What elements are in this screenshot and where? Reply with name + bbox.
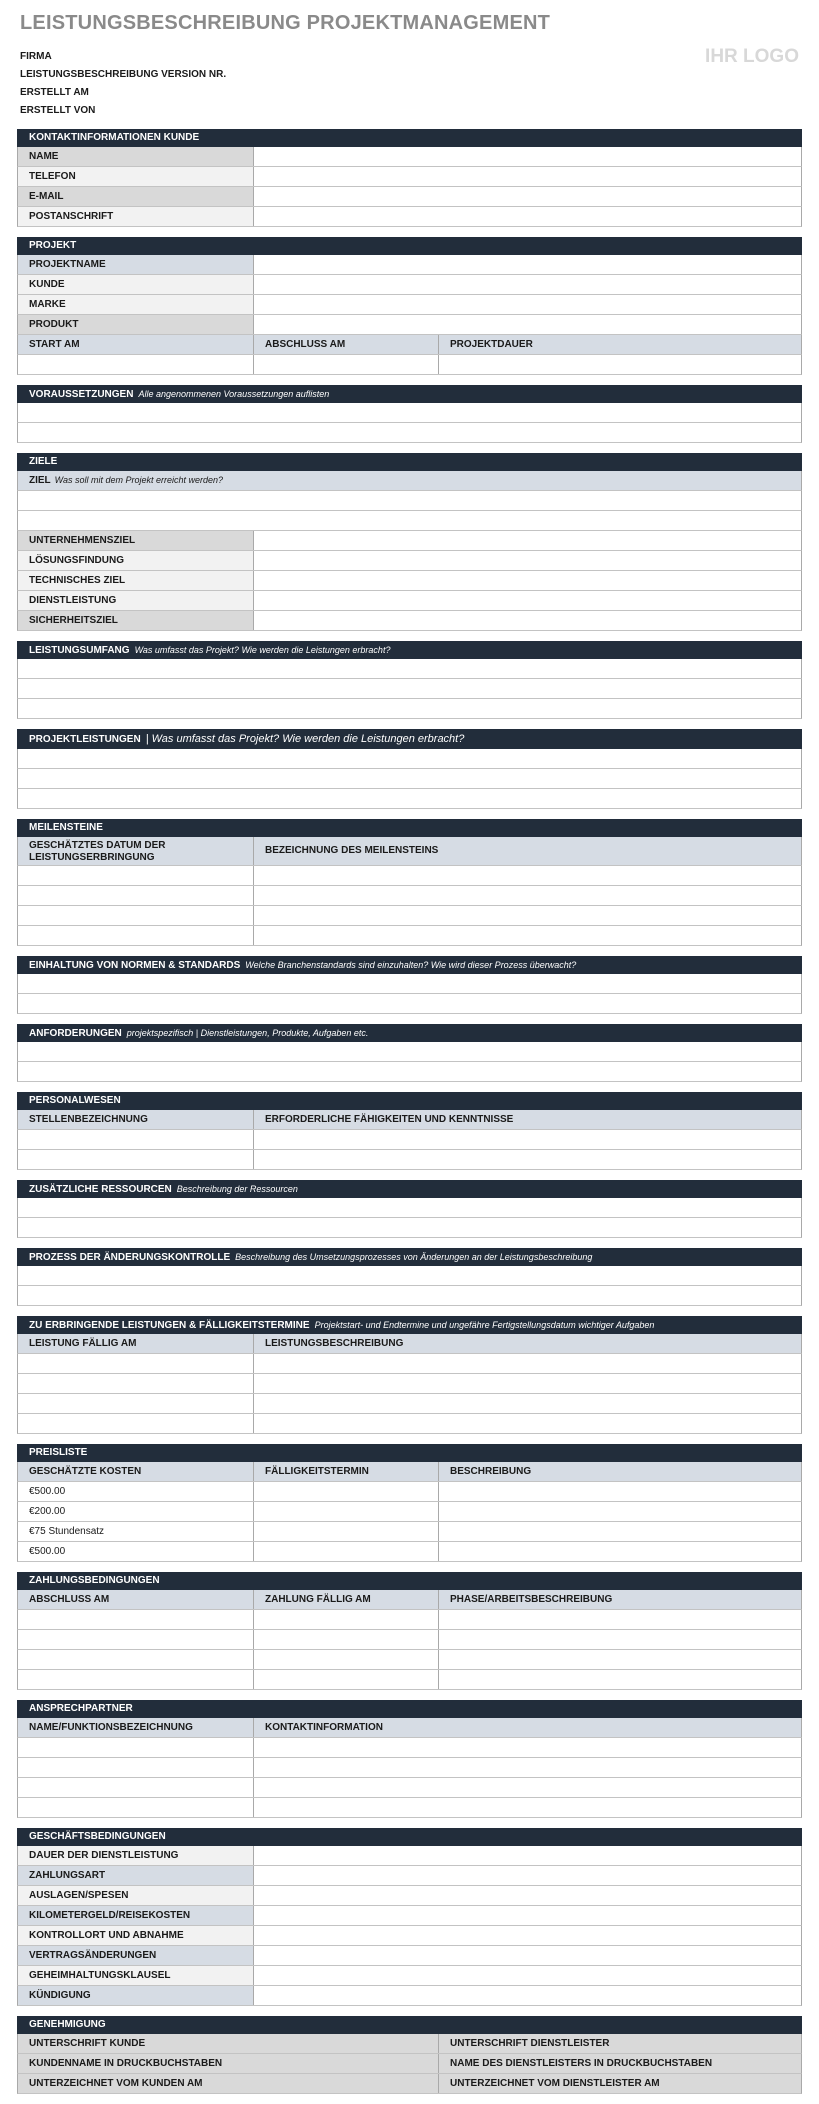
table-row	[17, 1798, 802, 1818]
table-cell[interactable]	[18, 1150, 254, 1169]
text-input[interactable]	[18, 1062, 801, 1081]
section-hint: | Was umfasst das Projekt? Wie werden die Leistungen erbracht?	[145, 733, 465, 745]
text-input[interactable]	[18, 769, 801, 788]
column-header: LEISTUNG FÄLLIG AM	[18, 1334, 254, 1353]
table-row	[17, 926, 802, 946]
column-header: FÄLLIGKEITSTERMIN	[254, 1462, 439, 1481]
table-cell[interactable]	[254, 1758, 801, 1777]
column-header: LEISTUNGSBESCHREIBUNG	[265, 1338, 404, 1349]
form-row	[17, 187, 802, 207]
form-row	[17, 551, 802, 571]
field-input[interactable]	[254, 1926, 801, 1945]
field-label: KUNDE	[18, 275, 254, 294]
table-cell[interactable]	[18, 1354, 254, 1373]
table-cell[interactable]	[254, 886, 801, 905]
meta-version: LEISTUNGSBESCHREIBUNG VERSION NR.	[20, 69, 227, 80]
form-row	[17, 1966, 802, 1986]
date-field-dienstleister[interactable]: UNTERZEICHNET VOM DIENSTLEISTER AM	[450, 2078, 660, 2089]
text-input[interactable]	[18, 749, 801, 768]
section-kontakt	[17, 129, 802, 227]
column-header-row	[17, 1590, 802, 1610]
text-input[interactable]	[18, 1042, 801, 1061]
field-input[interactable]	[254, 255, 801, 274]
table-cell[interactable]	[254, 1394, 801, 1413]
section-header	[17, 641, 802, 659]
section-header: PROJEKT	[17, 237, 802, 255]
form-row	[17, 207, 802, 227]
field-input[interactable]	[254, 315, 801, 334]
table-row	[17, 1354, 802, 1374]
table-row	[17, 355, 802, 375]
column-header-row	[17, 1718, 802, 1738]
signature-row	[17, 2054, 802, 2074]
column-header: PROJEKTDAUER	[450, 339, 533, 350]
table-cell[interactable]	[18, 1670, 254, 1689]
section-anforderungen	[17, 1024, 802, 1082]
section-voraussetzungen	[17, 385, 802, 443]
table-cell[interactable]	[18, 1414, 254, 1433]
form-row	[17, 1906, 802, 1926]
form-row	[17, 591, 802, 611]
table-cell[interactable]	[254, 355, 439, 374]
form-row	[17, 167, 802, 187]
table-row	[17, 1502, 802, 1522]
column-header: NAME/FUNKTIONSBEZEICHNUNG	[18, 1718, 254, 1737]
section-header: GENEHMIGUNG	[17, 2016, 802, 2034]
column-header: BEZEICHNUNG DES MEILENSTEINS	[265, 845, 439, 856]
section-header	[17, 956, 802, 974]
text-input[interactable]	[18, 679, 801, 698]
field-label: PROJEKTNAME	[18, 255, 254, 274]
section-hint: Welche Branchenstandards sind einzuhalten? Wie wird dieser Prozess überwacht?	[245, 960, 577, 970]
section-geschaeft	[17, 1828, 802, 2006]
section-aenderung	[17, 1248, 802, 1306]
form-row	[17, 1886, 802, 1906]
table-cell[interactable]	[18, 1610, 254, 1629]
section-preisliste	[17, 1444, 802, 1562]
field-input[interactable]	[254, 611, 801, 630]
field-input[interactable]	[254, 207, 801, 226]
table-cell[interactable]	[18, 1650, 254, 1669]
column-header: ABSCHLUSS AM	[18, 1590, 254, 1609]
field-label: LÖSUNGSFINDUNG	[18, 551, 254, 570]
table-cell[interactable]	[439, 1610, 801, 1629]
subheader-label: ZIEL	[29, 475, 51, 486]
table-row	[17, 1758, 802, 1778]
meta-firma: FIRMA	[20, 51, 52, 62]
table-cell[interactable]	[254, 1130, 801, 1149]
text-input[interactable]	[18, 994, 801, 1013]
form-row	[17, 295, 802, 315]
price-cell[interactable]: €75 Stundensatz	[18, 1522, 254, 1541]
text-row	[17, 749, 802, 769]
text-row	[17, 423, 802, 443]
section-hint: Beschreibung der Ressourcen	[176, 1184, 298, 1194]
field-input[interactable]	[254, 1986, 801, 2005]
section-header: GESCHÄFTSBEDINGUNGEN	[17, 1828, 802, 1846]
table-cell[interactable]	[254, 1738, 801, 1757]
section-hint: Alle angenommenen Voraussetzungen auflisten	[138, 389, 330, 399]
table-cell[interactable]	[439, 1542, 801, 1561]
date-field-kunde[interactable]: UNTERZEICHNET VOM KUNDEN AM	[18, 2074, 439, 2093]
field-label: POSTANSCHRIFT	[18, 207, 254, 226]
signature-field-kunde[interactable]: UNTERSCHRIFT KUNDE	[18, 2034, 439, 2053]
form-row	[17, 611, 802, 631]
table-row	[17, 1630, 802, 1650]
text-row	[17, 491, 802, 511]
section-header: ZAHLUNGSBEDINGUNGEN	[17, 1572, 802, 1590]
page-title: LEISTUNGSBESCHREIBUNG PROJEKTMANAGEMENT	[20, 12, 551, 34]
table-row	[17, 1522, 802, 1542]
field-label: NAME	[18, 147, 254, 166]
section-header	[17, 1316, 802, 1334]
table-row	[17, 1130, 802, 1150]
table-cell[interactable]	[18, 1374, 254, 1393]
table-row	[17, 1778, 802, 1798]
section-header	[17, 1248, 802, 1266]
form-row	[17, 1926, 802, 1946]
field-input[interactable]	[254, 1886, 801, 1905]
text-input[interactable]	[18, 511, 801, 530]
column-header-row	[17, 335, 802, 355]
text-row	[17, 1042, 802, 1062]
table-row	[17, 1414, 802, 1434]
field-input[interactable]	[254, 275, 801, 294]
column-header: KONTAKTINFORMATION	[265, 1722, 383, 1733]
text-input[interactable]	[18, 974, 801, 993]
logo-placeholder: IHR LOGO	[705, 46, 799, 67]
form-row	[17, 1986, 802, 2006]
field-label: TECHNISCHES ZIEL	[18, 571, 254, 590]
form-row	[17, 255, 802, 275]
section-personal	[17, 1092, 802, 1170]
field-label: ZAHLUNGSART	[18, 1866, 254, 1885]
text-row	[17, 1198, 802, 1218]
form-row	[17, 531, 802, 551]
signature-field-dienstleister[interactable]: UNTERSCHRIFT DIENSTLEISTER	[450, 2038, 610, 2049]
field-label: GEHEIMHALTUNGSKLAUSEL	[18, 1966, 254, 1985]
table-cell[interactable]	[439, 1650, 801, 1669]
section-title: ANFORDERUNGEN	[29, 1028, 122, 1039]
field-input[interactable]	[254, 591, 801, 610]
price-cell[interactable]: €500.00	[18, 1542, 254, 1561]
field-label: UNTERNEHMENSZIEL	[18, 531, 254, 550]
name-field-kunde[interactable]: KUNDENNAME IN DRUCKBUCHSTABEN	[18, 2054, 439, 2073]
field-input[interactable]	[254, 167, 801, 186]
table-cell[interactable]	[439, 355, 801, 374]
section-header	[17, 729, 802, 749]
table-row	[17, 1610, 802, 1630]
section-header: KONTAKTINFORMATIONEN KUNDE	[17, 129, 802, 147]
table-cell[interactable]	[254, 1650, 439, 1669]
field-label: SICHERHEITSZIEL	[18, 611, 254, 630]
table-row	[17, 1670, 802, 1690]
field-input[interactable]	[254, 187, 801, 206]
table-cell[interactable]	[18, 1798, 254, 1817]
table-row	[17, 906, 802, 926]
field-input[interactable]	[254, 1966, 801, 1985]
field-label: VERTRAGSÄNDERUNGEN	[18, 1946, 254, 1965]
field-input[interactable]	[254, 147, 801, 166]
field-label: AUSLAGEN/SPESEN	[18, 1886, 254, 1905]
table-cell[interactable]	[18, 1630, 254, 1649]
table-cell[interactable]	[18, 1130, 254, 1149]
text-row	[17, 974, 802, 994]
form-row	[17, 1866, 802, 1886]
field-input[interactable]	[254, 1866, 801, 1885]
column-header: GESCHÄTZTE KOSTEN	[18, 1462, 254, 1481]
signature-row	[17, 2074, 802, 2094]
column-header: BESCHREIBUNG	[450, 1466, 532, 1477]
column-header: GESCHÄTZTES DATUM DER LEISTUNGSERBRINGUNG	[18, 837, 254, 865]
table-cell[interactable]	[254, 1374, 801, 1393]
text-row	[17, 1266, 802, 1286]
table-cell[interactable]	[254, 1630, 439, 1649]
section-ansprech	[17, 1700, 802, 1818]
field-input[interactable]	[254, 1846, 801, 1865]
column-header-row	[17, 1110, 802, 1130]
table-cell[interactable]	[254, 906, 801, 925]
price-cell[interactable]: €200.00	[18, 1502, 254, 1521]
table-cell[interactable]	[254, 1522, 439, 1541]
section-normen	[17, 956, 802, 1014]
table-row	[17, 1394, 802, 1414]
table-cell[interactable]	[18, 355, 254, 374]
table-cell[interactable]	[254, 1482, 439, 1501]
text-input[interactable]	[18, 403, 801, 422]
section-title: PROJEKTLEISTUNGEN	[29, 734, 141, 745]
text-input[interactable]	[18, 699, 801, 718]
section-header	[17, 1024, 802, 1042]
section-title: VORAUSSETZUNGEN	[29, 389, 134, 400]
section-header	[17, 1180, 802, 1198]
section-title: ZU ERBRINGENDE LEISTUNGEN & FÄLLIGKEITSTERMINE	[29, 1320, 310, 1331]
section-genehmigung	[17, 2016, 802, 2094]
table-cell[interactable]	[439, 1670, 801, 1689]
field-label: E-MAIL	[18, 187, 254, 206]
form-row	[17, 571, 802, 591]
text-input[interactable]	[18, 659, 801, 678]
text-row	[17, 511, 802, 531]
section-ziele	[17, 453, 802, 631]
table-row	[17, 1542, 802, 1562]
form-row	[17, 315, 802, 335]
table-cell[interactable]	[254, 1502, 439, 1521]
field-label: KONTROLLORT UND ABNAHME	[18, 1926, 254, 1945]
meta-erstellt-am: ERSTELLT AM	[20, 87, 89, 98]
column-header-row	[17, 1334, 802, 1354]
table-row	[17, 1150, 802, 1170]
form-row	[17, 1946, 802, 1966]
text-row	[17, 769, 802, 789]
table-cell[interactable]	[439, 1482, 801, 1501]
table-cell[interactable]	[254, 1414, 801, 1433]
field-label: DAUER DER DIENSTLEISTUNG	[18, 1846, 254, 1865]
table-cell[interactable]	[439, 1522, 801, 1541]
text-input[interactable]	[18, 1286, 801, 1305]
field-input[interactable]	[254, 551, 801, 570]
table-cell[interactable]	[18, 1738, 254, 1757]
text-row	[17, 1218, 802, 1238]
text-row	[17, 789, 802, 809]
text-row	[17, 1286, 802, 1306]
table-cell[interactable]	[254, 1610, 439, 1629]
meta-erstellt-von: ERSTELLT VON	[20, 105, 96, 116]
name-field-dienstleister[interactable]: NAME DES DIENSTLEISTERS IN DRUCKBUCHSTABEN	[450, 2058, 713, 2069]
document-meta	[20, 48, 226, 120]
column-header-row	[17, 1462, 802, 1482]
section-header	[17, 385, 802, 403]
text-input[interactable]	[18, 423, 801, 442]
table-cell[interactable]	[18, 1394, 254, 1413]
table-cell[interactable]	[18, 926, 254, 945]
table-row	[17, 886, 802, 906]
form-row	[17, 147, 802, 167]
subheader-row	[17, 471, 802, 491]
text-row	[17, 659, 802, 679]
table-cell[interactable]	[254, 1778, 801, 1797]
text-row	[17, 679, 802, 699]
table-cell[interactable]	[439, 1630, 801, 1649]
column-header-row	[17, 837, 802, 866]
table-cell[interactable]	[18, 866, 254, 885]
form-row	[17, 275, 802, 295]
section-title: ZUSÄTZLICHE RESSOURCEN	[29, 1184, 172, 1195]
column-header: ZAHLUNG FÄLLIG AM	[254, 1590, 439, 1609]
field-label: KILOMETERGELD/REISEKOSTEN	[18, 1906, 254, 1925]
table-cell[interactable]	[439, 1502, 801, 1521]
table-row	[17, 1738, 802, 1758]
text-row	[17, 994, 802, 1014]
table-cell[interactable]	[18, 906, 254, 925]
section-projekt	[17, 237, 802, 375]
text-input[interactable]	[18, 1198, 801, 1217]
section-header: ZIELE	[17, 453, 802, 471]
table-row	[17, 1374, 802, 1394]
section-title: LEISTUNGSUMFANG	[29, 645, 130, 656]
signature-row	[17, 2034, 802, 2054]
table-cell[interactable]	[254, 866, 801, 885]
table-cell[interactable]	[254, 1798, 801, 1817]
column-header: PHASE/ARBEITSBESCHREIBUNG	[450, 1594, 613, 1605]
section-ressourcen	[17, 1180, 802, 1238]
form-row	[17, 1846, 802, 1866]
column-header: ABSCHLUSS AM	[254, 335, 439, 354]
price-cell[interactable]: €500.00	[18, 1482, 254, 1501]
field-label: PRODUKT	[18, 315, 254, 334]
subheader-hint: Was soll mit dem Projekt erreicht werden?	[54, 475, 224, 485]
column-header: START AM	[18, 335, 254, 354]
table-cell[interactable]	[18, 1778, 254, 1797]
section-leistungsumfang	[17, 641, 802, 719]
text-input[interactable]	[18, 1266, 801, 1285]
section-projektleistungen	[17, 729, 802, 809]
column-header: ERFORDERLICHE FÄHIGKEITEN UND KENNTNISSE	[265, 1114, 514, 1125]
form-content	[17, 129, 802, 2104]
field-label: MARKE	[18, 295, 254, 314]
table-cell[interactable]	[254, 1354, 801, 1373]
text-input[interactable]	[18, 1218, 801, 1237]
table-cell[interactable]	[18, 886, 254, 905]
text-row	[17, 403, 802, 423]
field-input[interactable]	[254, 295, 801, 314]
table-cell[interactable]	[254, 1670, 439, 1689]
table-row	[17, 1482, 802, 1502]
table-cell[interactable]	[18, 1758, 254, 1777]
text-row	[17, 699, 802, 719]
section-title: EINHALTUNG VON NORMEN & STANDARDS	[29, 960, 241, 971]
section-faelligkeit	[17, 1316, 802, 1434]
text-input[interactable]	[18, 789, 801, 808]
field-input[interactable]	[254, 1906, 801, 1925]
table-row	[17, 866, 802, 886]
column-header: STELLENBEZEICHNUNG	[18, 1110, 254, 1129]
table-cell[interactable]	[254, 926, 801, 945]
text-input[interactable]	[18, 491, 801, 510]
field-label: TELEFON	[18, 167, 254, 186]
section-hint: Projektstart- und Endtermine und ungefähre Fertigstellungsdatum wichtiger Aufgaben	[314, 1320, 655, 1330]
section-hint: Was umfasst das Projekt? Wie werden die Leistungen erbracht?	[134, 645, 391, 655]
section-header: ANSPRECHPARTNER	[17, 1700, 802, 1718]
subheader	[18, 471, 801, 490]
field-input[interactable]	[254, 571, 801, 590]
section-header: PREISLISTE	[17, 1444, 802, 1462]
section-meilensteine	[17, 819, 802, 946]
field-input[interactable]	[254, 531, 801, 550]
table-row	[17, 1650, 802, 1670]
section-zahlung	[17, 1572, 802, 1690]
field-label: DIENSTLEISTUNG	[18, 591, 254, 610]
section-hint: projektspezifisch | Dienstleistungen, Produkte, Aufgaben etc.	[126, 1028, 369, 1038]
section-hint: Beschreibung des Umsetzungsprozesses von Änderungen an der Leistungsbeschreibung	[235, 1252, 593, 1262]
section-title: PROZESS DER ÄNDERUNGSKONTROLLE	[29, 1252, 231, 1263]
section-header: PERSONALWESEN	[17, 1092, 802, 1110]
field-label: KÜNDIGUNG	[18, 1986, 254, 2005]
text-row	[17, 1062, 802, 1082]
table-cell[interactable]	[254, 1150, 801, 1169]
field-input[interactable]	[254, 1946, 801, 1965]
section-header: MEILENSTEINE	[17, 819, 802, 837]
table-cell[interactable]	[254, 1542, 439, 1561]
